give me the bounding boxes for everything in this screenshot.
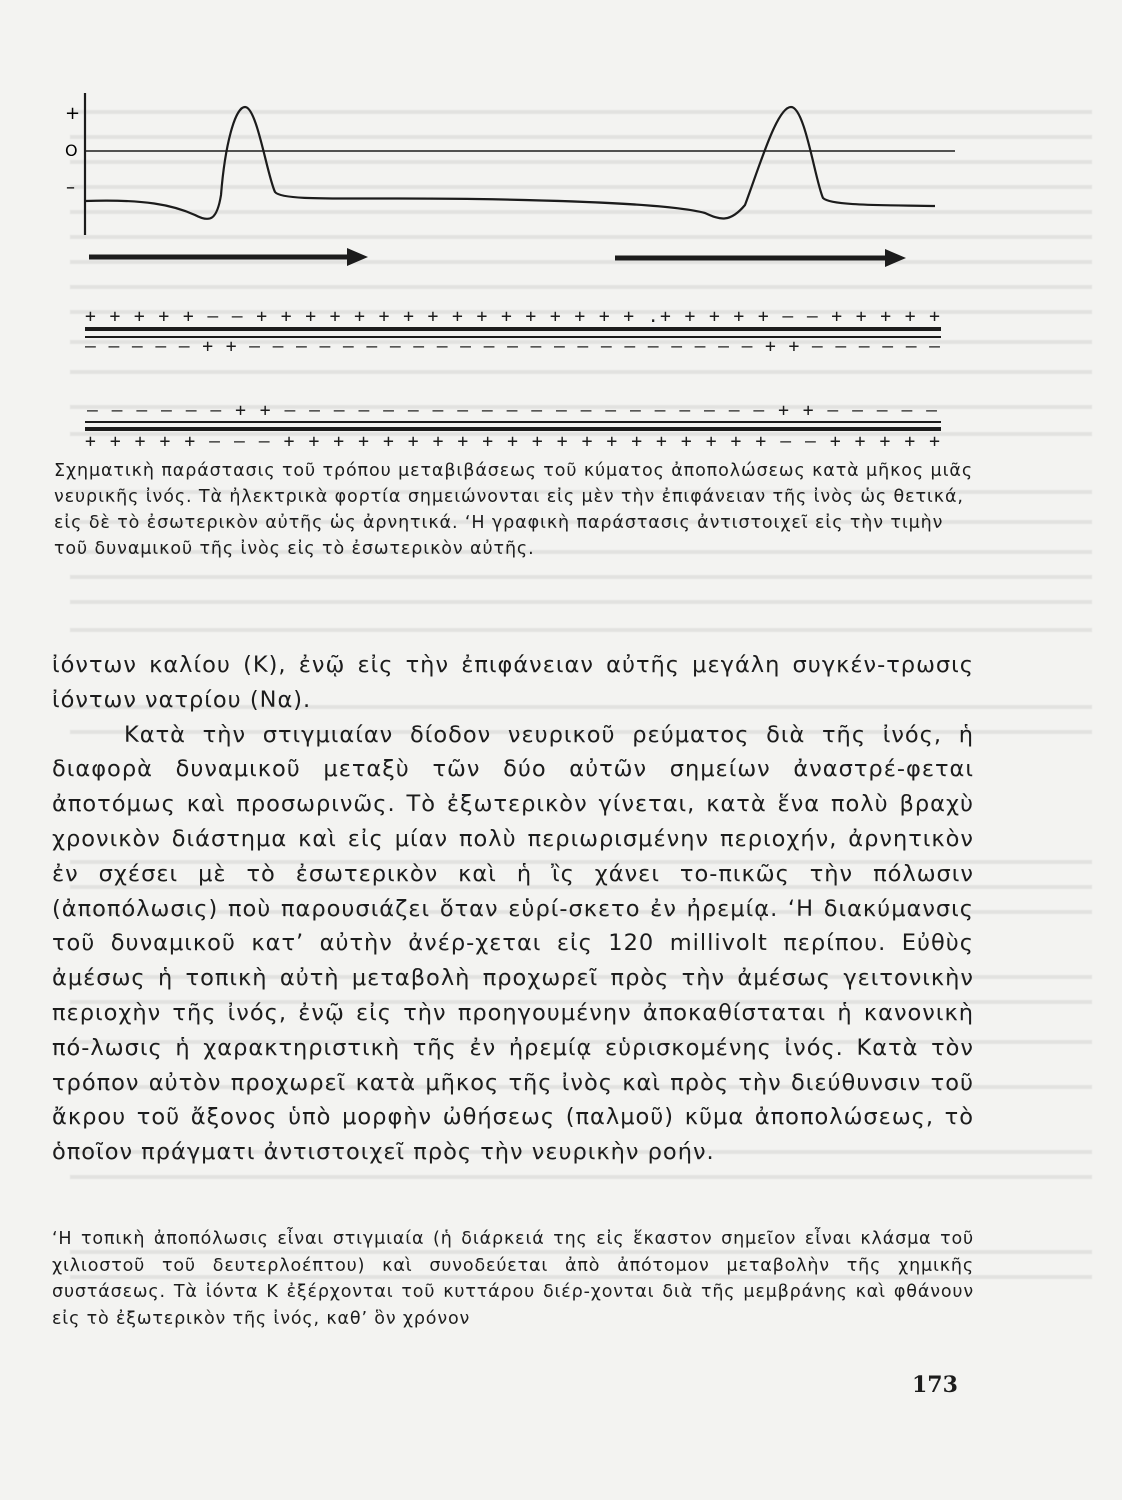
axis-label-minus: – [66, 177, 75, 198]
potential-curve [85, 107, 935, 219]
nerve-fiber-diagram [55, 85, 955, 455]
charges-inner-bottom: – – – – – – + + – – – – – – – – – – – – – – – – – – – – + + – – – – – [87, 400, 937, 421]
direction-arrow-right [615, 249, 906, 267]
axis-label-zero: O [65, 141, 78, 160]
figure-caption: Σχηματικὴ παράστασις τοῦ τρόπου μεταβιβάσεως τοῦ κύματος ἀποπολώσεως κατὰ μῆκος μιᾶς νευρικῆς ἰνός. Τὰ ἠλεκτρικὰ φορτία σημειώνονται εἰς μὲν τὴν ἐπιφάνειαν τῆς ἰνὸς ὡς θετικά, εἰς δὲ τὸ ἐσωτερικὸν αὐτῆς ὡς ἀρνητικά. ‘Η γραφικὴ παράστασις ἀντιστοιχεῖ εἰς τὴν τιμὴν τοῦ δυναμικοῦ τῆς ἰνὸς εἰς τὸ ἐσωτερικὸν αὐτῆς. [54, 461, 974, 559]
charges-outer-top: + + + + + – – + + + + + + + + + + + + + + + + .+ + + + + – – + + + + + [85, 306, 940, 327]
charges-outer-bottom: + + + + + – – – + + + + + + + + + + + + + + + + + + + + – – + + + + + [85, 431, 940, 452]
paragraph-depolarization: Κατὰ τὴν στιγμιαίαν δίοδον νευρικοῦ ρεύματος διὰ τῆς ἰνός, ἡ διαφορὰ δυναμικοῦ μεταξὺ τῶν δύο αὐτῶν σημείων ἀναστρέ-φεται ἀποτόμως καὶ προσωρινῶς. Τὸ ἐξωτερικὸν γίνεται, κατὰ ἕνα πολὺ βραχὺ χρονικὸν διάστημα καὶ εἰς μίαν πολὺ περιωρισμένην περιοχήν, ἀρνητικὸν ἐν σχέσει μὲ τὸ ἐσωτερικὸν καὶ ἡ ἲς χάνει το-πικῶς τὴν πόλωσιν (ἀποπόλωσις) ποὺ παρουσιάζει ὅταν εὑρί-σκετο ἐν ἠρεμίᾳ. ‘Η διακύμανσις τοῦ δυναμικοῦ κατ’ αὐτὴν ἀνέρ-χεται εἰς 120 millivolt περίπου. Εὐθὺς ἀμέσως ἡ τοπικὴ αὐτὴ μεταβολὴ προχωρεῖ πρὸς τὴν ἀμέσως γειτονικὴν περιοχὴν τῆς ἰνός, ἐνῷ εἰς τὴν προηγουμένην ἀποκαθίσταται ἡ κανονικὴ πό-λωσις ἡ χαρακτηριστικὴ τῆς ἐν ἠρεμίᾳ εὑρισκομένης ἰνός. Κατὰ τὸν τρόπον αὐτὸν προχωρεῖ κατὰ μῆκος τῆς ἰνὸς καὶ πρὸς τὴν διεύθυνσιν τοῦ ἄκρου τοῦ ἄξονος ὑπὸ μορφὴν ὠθήσεως (παλμοῦ) κῦμα ἀποπολώσεως, τὸ ὁποῖον πράγματι ἀντιστοιχεῖ πρὸς τὴν νευρικὴν ροήν. [52, 721, 974, 1166]
page-number: 173 [912, 1372, 958, 1398]
footnote-paragraph: ‘Η τοπικὴ ἀποπόλωσις εἶναι στιγμιαία (ἡ διάρκειά της εἰς ἕκαστον σημεῖον εἶναι κλάσμα τοῦ χιλιοστοῦ τοῦ δευτερλοέπτου) καὶ συνοδεύεται ἀπὸ ἀπότομον μεταβολὴν τῆς χημικῆς συστάσεως. Τὰ ἰόντα Κ ἐξέρχονται τοῦ κυττάρου διέρ-χονται διὰ τῆς μεμβράνης καὶ φθάνουν εἰς τὸ ἐξωτερικὸν τῆς ἰνός, καθ’ ὃν χρόνον [52, 1229, 974, 1329]
direction-arrow-left [89, 248, 368, 266]
axis-label-plus: + [65, 103, 81, 124]
charges-inner-top: – – – – – + + – – – – – – – – – – – – – – – – – – – – – – + + – – – – – – [85, 336, 940, 357]
paragraph-continuation: ἰόντων καλίου (Κ), ἐνῷ εἰς τὴν ἐπιφάνειαν αὐτῆς μεγάλη συγκέν-τρωσις ἰόντων νατρίου (Να). [52, 652, 974, 713]
main-body [52, 648, 974, 1170]
